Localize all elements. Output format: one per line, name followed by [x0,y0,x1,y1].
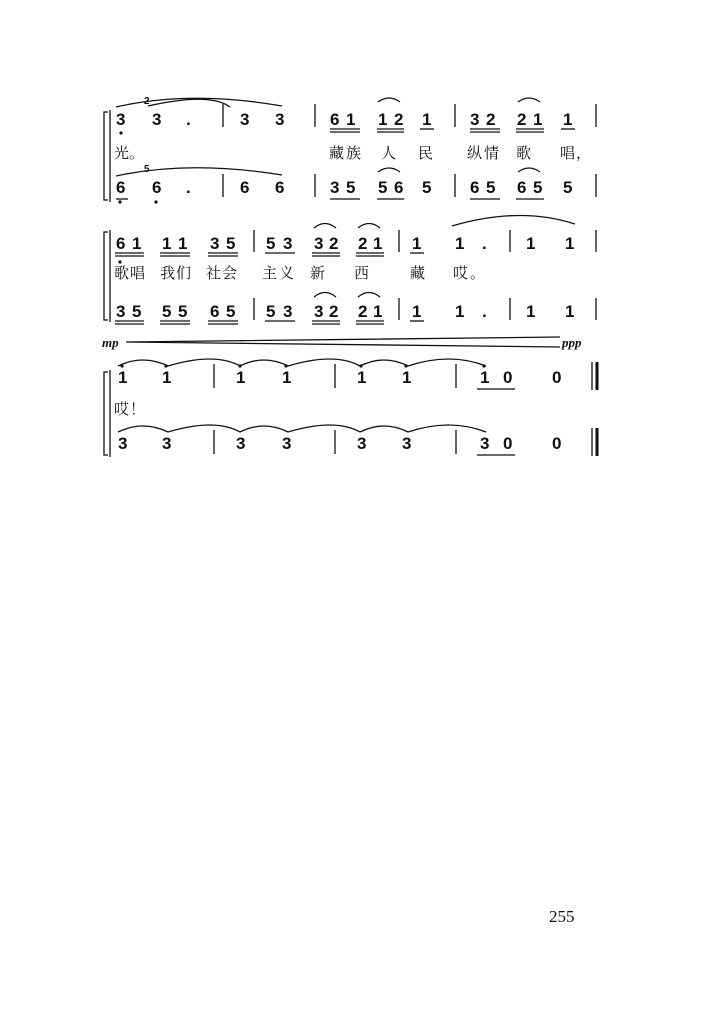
note: 2 [358,234,368,253]
note: 3 [275,110,285,129]
dynamic-mp: mp [102,335,119,350]
lyric: 西 [354,264,370,282]
note: 5 [226,234,236,253]
dynamic-ppp: ppp [562,335,582,350]
lyric: ， [576,144,592,162]
lyric: 。 [470,264,486,282]
note: 3 [470,110,480,129]
note: 5 [132,302,142,321]
note: 6 [470,178,480,197]
note-dot: . [186,110,191,129]
note: 2 [329,302,339,321]
lyric: 哎 [453,264,469,282]
note: 3 [283,302,293,321]
note: 2 [517,110,527,129]
note: 3 [282,434,292,453]
lyric: 唱 [130,264,146,282]
note: 1 [178,234,188,253]
note: 3 [118,434,128,453]
lyric: 光。 [114,144,145,162]
page-number: 255 [549,907,575,926]
note: 5 [266,234,276,253]
system-3 [104,337,597,457]
lyric: 歌 [114,264,130,282]
note: 1 [373,302,383,321]
note-dot: . [482,302,487,321]
lyric: 纵 [467,144,483,162]
note: 1 [118,368,128,387]
lyric: 藏 [410,264,426,282]
note: 2 [358,302,368,321]
grace-note: 5 [144,164,150,175]
lyric: 们 [176,264,192,282]
lyric: 义 [279,264,295,282]
note: 3 [236,434,246,453]
note: 1 [378,110,388,129]
note: 1 [563,110,573,129]
note-dot: . [186,178,191,197]
lyric: ！ [130,400,146,418]
note: 5 [378,178,388,197]
lyric: 我 [160,264,176,282]
note: 6 [152,178,162,197]
note: 3 [283,234,293,253]
lyric: 会 [222,264,238,282]
note: 3 [116,110,126,129]
note-dot: . [482,234,487,253]
note: 1 [565,302,575,321]
note: 6 [330,110,340,129]
note: 3 [210,234,220,253]
note: 5 [162,302,172,321]
note: 2 [486,110,496,129]
note: 3 [402,434,412,453]
note: 5 [178,302,188,321]
note: 5 [486,178,496,197]
note: 1 [480,368,490,387]
lyric: 歌 [516,144,532,162]
note: 3 [480,434,490,453]
grace-note: 2 [144,96,150,107]
note: 6 [394,178,404,197]
lyric: 民 [418,144,434,162]
note: 5 [346,178,356,197]
note: 5 [563,178,573,197]
note: 1 [357,368,367,387]
note: 5 [226,302,236,321]
note: 5 [422,178,432,197]
note: 2 [394,110,404,129]
note: 5 [266,302,276,321]
note: 1 [455,234,465,253]
note: 3 [152,110,162,129]
note: 1 [346,110,356,129]
note: 1 [132,234,142,253]
note: 6 [210,302,220,321]
note: 1 [526,302,536,321]
note: 1 [373,234,383,253]
lyric: 情 [484,144,500,162]
note: 1 [526,234,536,253]
system-bracket [104,112,108,200]
note: 1 [282,368,292,387]
note: 6 [116,234,126,253]
lyric: 族 [346,144,362,162]
note: 1 [422,110,432,129]
note: 6 [517,178,527,197]
note-rest: 0 [503,434,513,453]
note-rest: 0 [503,368,513,387]
note: 1 [162,234,172,253]
note: 3 [314,302,324,321]
note: 3 [314,234,324,253]
note: 5 [533,178,543,197]
note-rest: 0 [552,434,562,453]
lyric: 新 [310,264,326,282]
note: 1 [236,368,246,387]
note: 6 [240,178,250,197]
note: 1 [162,368,172,387]
note: 3 [162,434,172,453]
note: 3 [330,178,340,197]
note: 1 [533,110,543,129]
lyric: 社 [206,264,222,282]
lyric: 哎 [114,400,130,418]
note: 1 [402,368,412,387]
note-rest: 0 [552,368,562,387]
note: 1 [565,234,575,253]
lyric: 藏 [329,144,345,162]
note: 3 [357,434,367,453]
note: 2 [329,234,339,253]
note: 6 [116,178,126,197]
note: 1 [412,234,422,253]
note: 3 [116,302,126,321]
lyric: 人 [381,144,397,162]
note: 6 [275,178,285,197]
lyric: 主 [262,264,278,282]
diminuendo-hairpin [126,337,560,347]
lyric: 唱 [560,144,576,162]
note: 1 [412,302,422,321]
note: 3 [240,110,250,129]
note: 1 [455,302,465,321]
